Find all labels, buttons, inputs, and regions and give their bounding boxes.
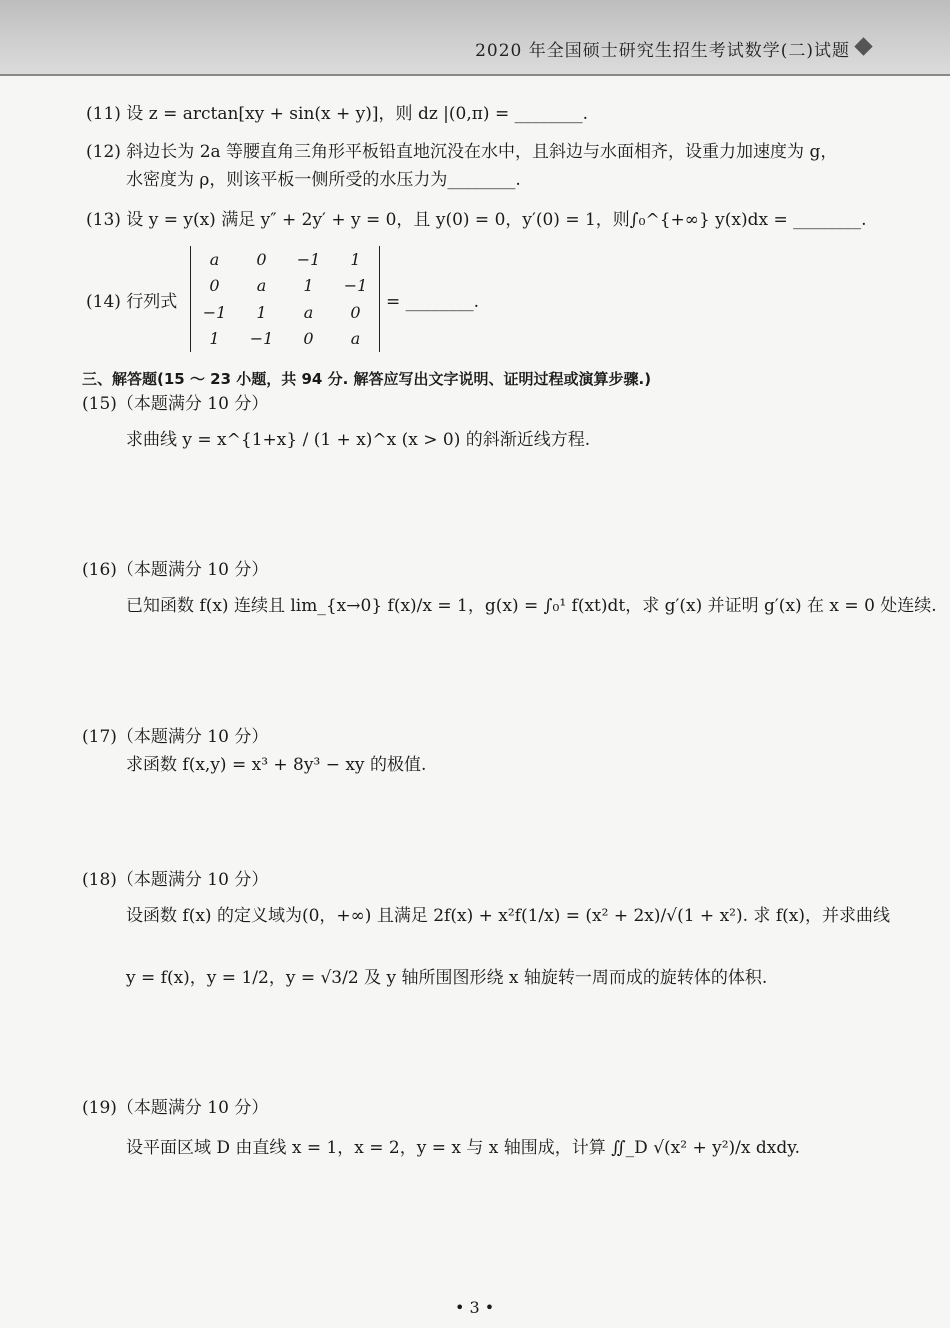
matrix-cell: a — [209, 249, 220, 269]
matrix-row — [191, 273, 379, 300]
question-16-head: (16)（本题满分 10 分） — [82, 560, 269, 580]
matrix-cell: 0 — [350, 302, 361, 322]
section-3-heading: 三、解答题(15 ～ 23 小题，共 94 分. 解答应写出文字说明、证明过程或演算步骤.) — [82, 370, 652, 388]
question-18-line1: 设函数 f(x) 的定义域为(0，+∞) 且满足 2f(x) + x²f(1/x) = (x² + 2x)/√(1 + x²). 求 f(x)，并求曲线 — [126, 906, 890, 926]
question-11: (11) 设 z = arctan[xy + sin(x + y)]，则 dz |(0,π) = ________. — [86, 104, 589, 124]
question-15-body: 求曲线 y = x^{1+x} / (1 + x)^x (x > 0) 的斜渐近线方程. — [126, 430, 591, 450]
determinant-matrix — [190, 246, 380, 352]
matrix-cell: 1 — [303, 276, 314, 296]
question-19-body: 设平面区域 D 由直线 x = 1，x = 2，y = x 与 x 轴围成，计算 ∬_D √(x² + y²)/x dxdy. — [126, 1138, 800, 1158]
page-header-title: 2020 年全国硕士研究生招生考试数学(二)试题 — [475, 41, 850, 61]
question-17-body: 求函数 f(x,y) = x³ + 8y³ − xy 的极值. — [126, 755, 427, 775]
question-14-suffix: = ________. — [386, 292, 480, 312]
header-divider — [0, 74, 950, 76]
matrix-row — [191, 299, 379, 326]
matrix-cell: a — [303, 302, 314, 322]
matrix-cell: a — [256, 276, 267, 296]
question-16-body: 已知函数 f(x) 连续且 lim_{x→0} f(x)/x = 1，g(x) = ∫₀¹ f(xt)dt，求 g′(x) 并证明 g′(x) 在 x = 0 处连续. — [126, 596, 937, 616]
matrix-cell: 0 — [209, 276, 220, 296]
matrix-cell: −1 — [296, 249, 321, 269]
matrix-cell: −1 — [202, 302, 227, 322]
question-18-line2: y = f(x)，y = 1/2，y = √3/2 及 y 轴所围图形绕 x 轴旋转一周而成的旋转体的体积. — [126, 968, 768, 988]
question-17-head: (17)（本题满分 10 分） — [82, 727, 269, 747]
matrix-cell: 1 — [350, 249, 361, 269]
matrix-cell: −1 — [343, 276, 368, 296]
matrix-cell: 1 — [256, 302, 267, 322]
matrix-row — [191, 326, 379, 353]
matrix-cell: −1 — [249, 329, 274, 349]
matrix-row — [191, 246, 379, 273]
question-12-line2: 水密度为 ρ，则该平板一侧所受的水压力为________. — [126, 170, 521, 190]
question-18-head: (18)（本题满分 10 分） — [82, 870, 269, 890]
page-number: • 3 • — [455, 1298, 495, 1317]
question-14-label: (14) 行列式 — [86, 292, 178, 312]
question-13: (13) 设 y = y(x) 满足 y″ + 2y′ + y = 0，且 y(0) = 0，y′(0) = 1，则∫₀^{+∞} y(x)dx = ________. — [86, 210, 867, 230]
question-19-head: (19)（本题满分 10 分） — [82, 1098, 269, 1118]
question-12-line1: (12) 斜边长为 2a 等腰直角三角形平板铅直地沉没在水中，且斜边与水面相齐，设重力加速度为 g， — [86, 142, 838, 162]
matrix-cell: 0 — [303, 329, 314, 349]
question-15-head: (15)（本题满分 10 分） — [82, 394, 269, 414]
matrix-cell: 0 — [256, 249, 267, 269]
matrix-cell: a — [350, 329, 361, 349]
matrix-cell: 1 — [209, 329, 220, 349]
